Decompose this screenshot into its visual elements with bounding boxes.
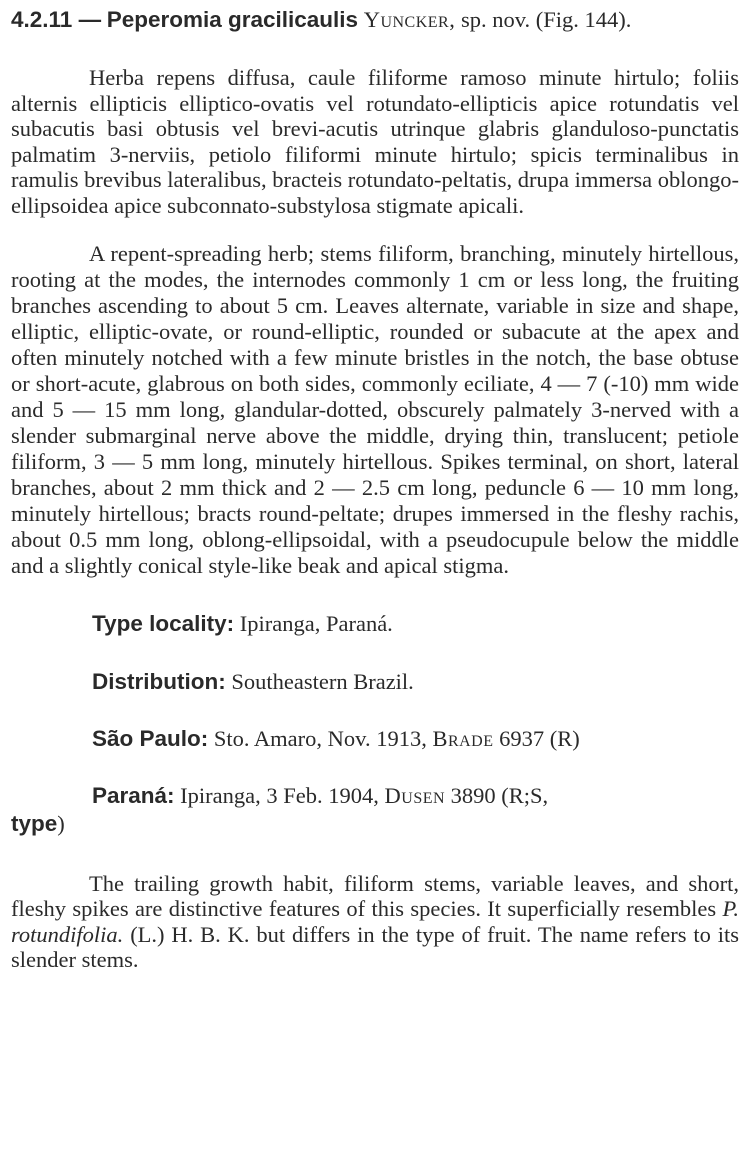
- species-heading: [11, 6, 739, 34]
- sao-paulo-value: Sto. Amaro, Nov. 1913,: [213, 725, 427, 751]
- type-locality-value: Ipiranga, Paraná.: [239, 610, 393, 636]
- distribution-value: Southeastern Brazil.: [231, 668, 414, 694]
- parana-value: Ipiranga, 3 Feb. 1904,: [180, 782, 379, 808]
- parana-close-paren: ): [57, 810, 65, 836]
- type-locality-record: [11, 610, 739, 638]
- sao-paulo-number: 6937 (R): [499, 725, 580, 751]
- latin-description: Herba repens diffusa, caule filiforme ramoso minute hirtulo; foliis alternis ellipticis elliptico-ovatis vel rotundato-ellipticis apice rotundatis vel subacutis basi obtusis vel brevi-acutis utrinque glabris glanduloso-punctatis palmatim 3-nerviis, petiolo filiformi minute hirtulo; spicis terminalibus in ramulis brevibus lateralibus, bracteis rotundato-peltatis, drupa immersa oblongo-ellipsoidea apice subconnato-substylosa stigmate apicali.: [11, 65, 739, 218]
- parana-collector: Dusen: [384, 782, 446, 808]
- sao-paulo-label: São Paulo:: [92, 725, 209, 751]
- parana-type-label: type: [11, 810, 58, 836]
- sao-paulo-collector: Brade: [432, 725, 494, 751]
- type-locality-label: Type locality:: [92, 610, 235, 636]
- parana-label: Paraná:: [92, 782, 175, 808]
- parana-number: 3890 (R;S,: [450, 782, 549, 808]
- sao-paulo-record: [11, 725, 739, 753]
- species-author: Yuncker,: [363, 7, 456, 32]
- document-page: [11, 6, 739, 995]
- parana-record: [11, 782, 739, 838]
- remarks-text-1: The trailing growth habit, filiform stems, variable leaves, and short, fleshy spikes are distinctive features of this species. It superficially resembles: [11, 870, 739, 921]
- remarks-paragraph: [11, 871, 739, 973]
- remarks-text-2: (L.) H. B. K. but differs in the type of fruit. The name refers to its slender stems.: [11, 921, 740, 972]
- english-description: A repent-spreading herb; stems filiform, branching, minutely hirtellous, rooting at the modes, the internodes commonly 1 cm or less long, the fruiting branches ascending to about 5 cm. Leaves alternate, variable in size and shape, elliptic, elliptic-ovate, or round-elliptic, rounded or subacute at the apex and often minutely notched with a few minute bristles in the notch, the base obtuse or short-acute, glabrous on both sides, commonly eciliate, 4 — 7 (-10) mm wide and 5 — 15 mm long, glandular-dotted, obscurely palmately 3-nerved with a slender submarginal nerve above the middle, drying thin, translucent; petiole filiform, 3 — 5 mm long, minutely hirtellous. Spikes terminal, on short, lateral branches, about 2 mm thick and 2 — 2.5 cm long, peduncle 6 — 10 mm long, minutely hirtellous; bracts round-peltate; drupes immersed in the fleshy rachis, about 0.5 mm long, oblong-ellipsoidal, with a pseudocupule below the middle and a slightly conical style-like beak and apical stigma.: [11, 240, 739, 578]
- section-number: 4.2.11 —: [11, 7, 102, 32]
- taxon-status: sp. nov.: [460, 7, 531, 32]
- distribution-label: Distribution:: [92, 668, 226, 694]
- figure-reference: (Fig. 144).: [535, 7, 632, 32]
- distribution-record: [11, 668, 739, 696]
- remarks-species: P. rotundifolia.: [11, 896, 739, 947]
- species-name: Peperomia gracilicaulis: [106, 7, 359, 32]
